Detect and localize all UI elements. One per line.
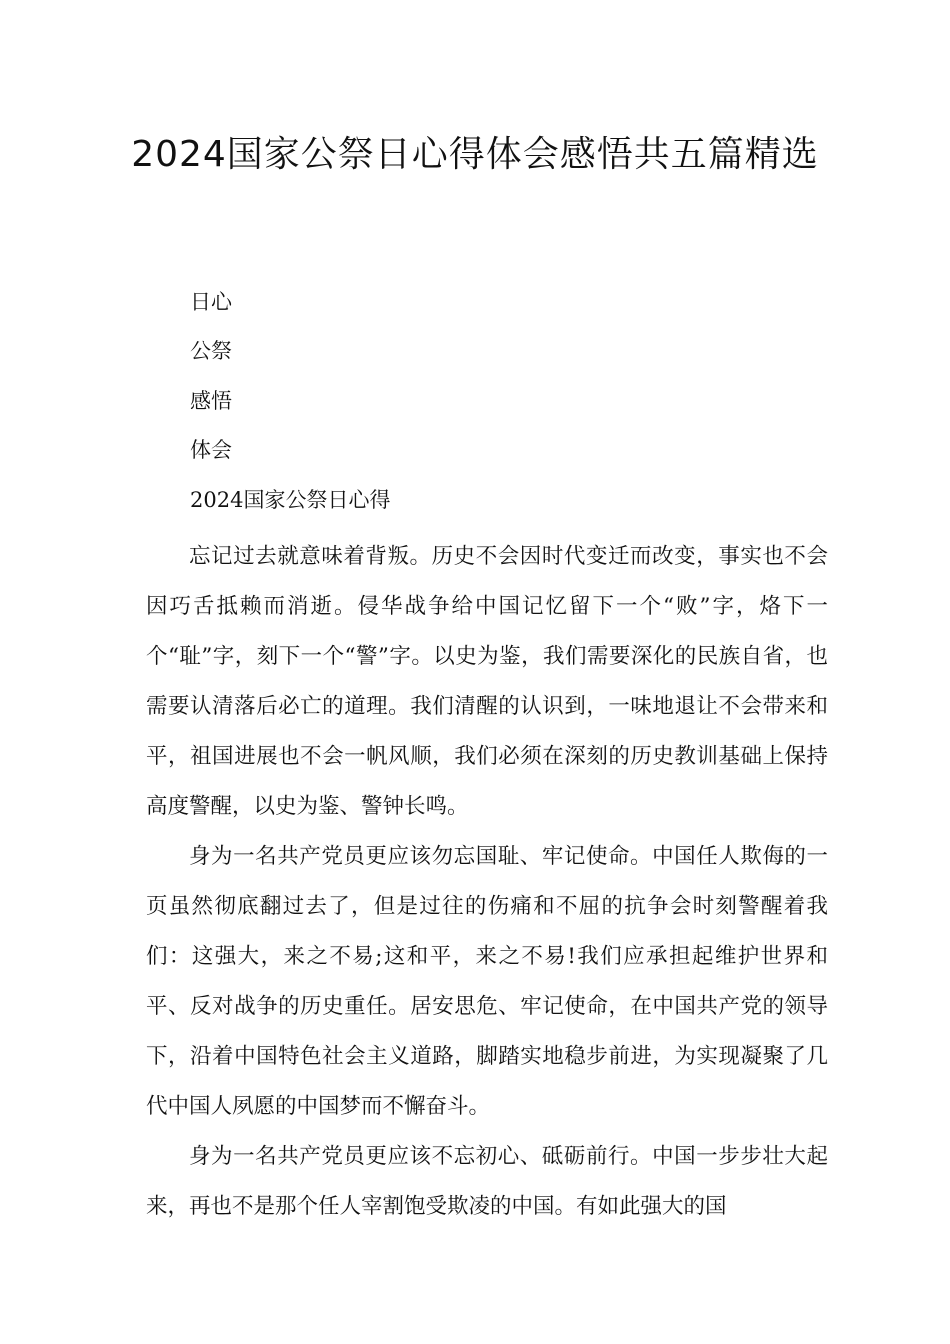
keyword-line: 体会 bbox=[190, 438, 232, 462]
section-subtitle: 2024国家公祭日心得 bbox=[190, 488, 391, 512]
keyword-line: 感悟 bbox=[190, 389, 232, 413]
keyword-line: 公祭 bbox=[190, 339, 232, 363]
document-title: 2024国家公祭日心得体会感悟共五篇精选 bbox=[131, 134, 819, 175]
paragraph: 忘记过去就意味着背叛。历史不会因时代变迁而改变，事实也不会因巧舌抵赖而消逝。侵华战争给中国记忆留下一个“败”字，烙下一个“耻”字，刻下一个“警”字。以史为鉴，我们需要深化的民族自省，也需要认清落后必亡的道理。我们清醒的认识到，一味地退让不会带来和平，祖国进展也不会一帆风顺，我们必须在深刻的历史教训基础上保持高度警醒，以史为鉴、警钟长鸣。 bbox=[146, 544, 828, 819]
paragraph: 身为一名共产党员更应该不忘初心、砥砺前行。中国一步步壮大起来，再也不是那个任人宰割饱受欺凌的中国。有如此强大的国 bbox=[146, 1144, 828, 1219]
paragraph: 身为一名共产党员更应该勿忘国耻、牢记使命。中国任人欺侮的一页虽然彻底翻过去了，但是过往的伤痛和不屈的抗争会时刻警醒着我们：这强大，来之不易;这和平，来之不易!我们应承担起维护世界和平、反对战争的历史重任。居安思危、牢记使命，在中国共产党的领导下，沿着中国特色社会主义道路，脚踏实地稳步前进，为实现凝聚了几代中国人夙愿的中国梦而不懈奋斗。 bbox=[146, 844, 828, 1119]
keyword-line: 日心 bbox=[190, 290, 232, 314]
document-body bbox=[146, 532, 828, 1232]
